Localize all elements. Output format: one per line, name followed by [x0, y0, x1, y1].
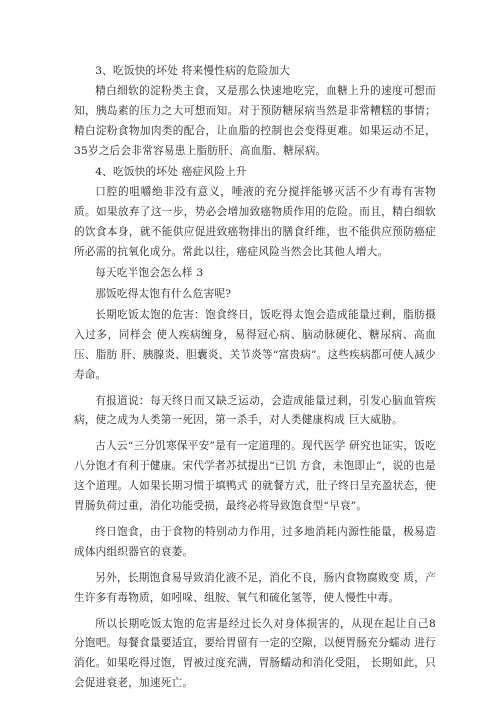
paragraph-blood-sugar: 精白细软的淀粉类主食，又是那么快速地吃完，血糖上升的速度可想而知，胰岛素的压力之大可想而知。对于预防糖尿病当然是非常糟糕的事情；精白淀粉食物加肉类的配合，让血脂的控制也会变得更难。如果运动不足，35岁之后会非常容易患上脂肪肝、高血脂、糖尿病。: [74, 84, 436, 157]
paragraph-full-all-day: 终日饱食，由于食物的特别动力作用，过多地消耗内源性能量，极易造成体内组织器官的衰萎。: [74, 525, 436, 558]
document-body: [74, 62, 436, 694]
section-heading-overeating-harm: 那饭吃得太饱有什么危害呢?: [95, 287, 232, 300]
section-heading-cancer-risk: 4、吃饭快的坏处 癌症风险上升: [95, 165, 247, 178]
paragraph-ancient-saying: 古人云“三分饥寒保平安”是有一定道理的。现代医学 研究也证实，饭吃八分饱才有利于健康。宋代学者苏拭提出“已饥 方食，未饱即止”，说的也是这个道理。人如果长期习惯于填鸭式 的就餐方式，肚子终日呈充盈状态，使胃肠负荷过重，消化功能受损，最终必将导致饱食型“早衰”。: [74, 440, 436, 513]
section-heading-half-full: 每天吃半饱会怎么样 3: [95, 267, 204, 280]
paragraph-digestion: 另外，长期饱食易导致消化液不足，消化不良，肠内食物腐败变 质，产生许多有毒物质，如吲哚、组胺、氧气和硫化氢等，使人慢性中毒。: [74, 571, 436, 604]
paragraph-chewing: 口腔的咀嚼绝非没有意义，唾液的充分搅拌能够灭活不少有毒有害物质。如果放弃了这一步，势必会增加致癌物质作用的危险。而且，精白细软的饮食本身，就不能供应促进致癌物排出的膳食纤维，也不能供应预防癌症所必需的抗氧化成分。常此以往，癌症风险当然会比其他人增大。: [74, 186, 436, 259]
section-heading-slow-disease-risk: 3、吃饭快的坏处 将来慢性病的危险加大: [95, 65, 291, 77]
paragraph-report: 有报道说：每天终日而又缺乏运动，会造成能量过剩，引发心脑血管疾病，使之成为人类第一死因，第一杀手，对人类健康构成 巨大威胁。: [74, 394, 436, 427]
paragraph-overeating-diseases: 长期吃饭太饱的危害：饱食终日，饭吃得太饱会造成能量过剩，脂肪摄入过多，同样会 使人疾病缠身，易得冠心病、脑动脉硬化、糖尿病、高血压、脂肪 肝、胰腺炎、胆囊炎、关节炎等“富贵病”。这些疾病都可使人减少寿命。: [74, 308, 436, 381]
paragraph-conclusion: 所以长期吃饭太饱的危害是经过长久对身体损害的，从现在起让自己8分饱吧。每餐食量要适宜，要给胃留有一定的空隙，以便胃肠充分蠕动 进行消化。如果吃得过饱，胃被过度充满，胃肠蠕动和消化受阻， 长期如此，只会促进衰老，加速死亡。: [74, 617, 436, 690]
